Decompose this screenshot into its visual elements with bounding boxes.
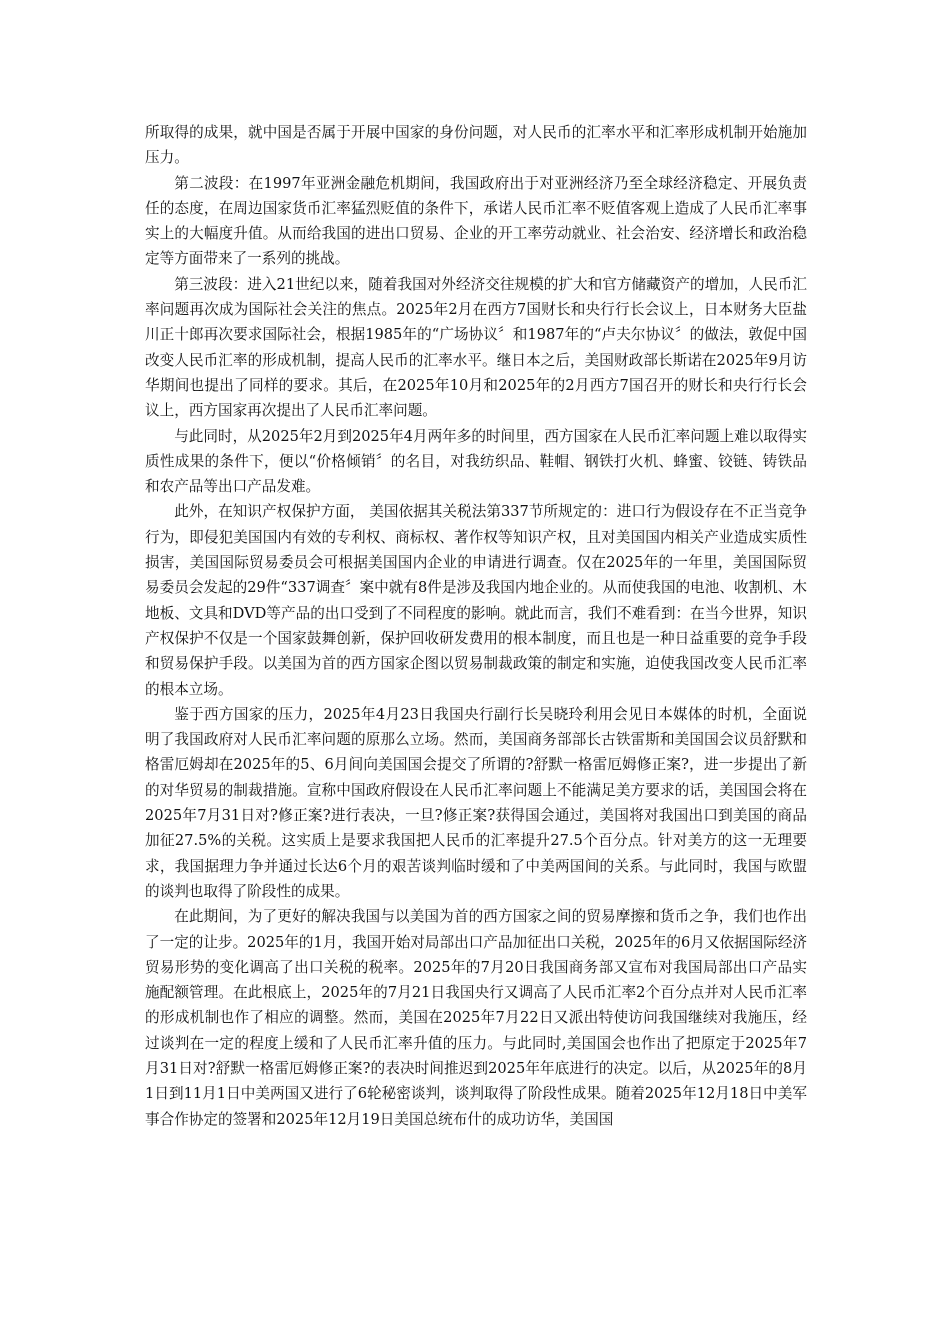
paragraph-third-wave: 第三波段：进入21世纪以来，随着我国对外经济交往规模的扩大和官方储藏资产的增加，人民币汇率问题再次成为国际社会关注的焦点。2025年2月在西方7国财长和央行行长会议上，日本财务大臣盐川正十郎再次要求国际社会，根据1985年的“广场协议〞和1987年的“卢夫尔协议〞的做法，敦促中国改变人民币汇率的形成机制，提高人民币的汇率水平。继日本之后，美国财政部长斯诺在2025年9月访华期间也提出了同样的要求。其后，在2025年10月和2025年的2月西方7国召开的财长和央行行长会议上，西方国家再次提出了人民币汇率问题。 <box>145 275 807 420</box>
paragraph-dumping: 与此同时，从2025年2月到2025年4月两年多的时间里，西方国家在人民币汇率问题上难以取得实质性成果的条件下，便以“价格倾销〞的名目，对我纺织品、鞋帽、钢铁打火机、蜂蜜、铰链、铸铁品和农产品等出口产品发难。 <box>145 427 808 496</box>
paragraph-second-wave: 第二波段：在1997年亚洲金融危机期间，我国政府出于对亚洲经济乃至全球经济稳定、开展负责任的态度，在周边国家货币汇率猛烈贬值的条件下，承诺人民币汇率不贬值客观上造成了人民币汇率事实上的大幅度升值。从而给我国的进出口贸易、企业的开工率劳动就业、社会治安、经济增长和政治稳定等方面带来了一系列的挑战。 <box>145 174 807 268</box>
paragraph-ip-protection: 此外，在知识产权保护方面， 美国依据其关税法第337节所规定的：进口行为假设存在不正当竞争行为，即侵犯美国国内有效的专利权、商标权、著作权等知识产权，且对美国国内相关产业造成实质性损害，美国国际贸易委员会可根据美国国内企业的申请进行调查。仅在2025年的一年里，美国国际贸易委员会发起的29件“337调查〞案中就有8件是涉及我国内地企业的。从而使我国的电池、收割机、木地板、文具和DVD等产品的出口受到了不同程度的影响。就此而言，我们不难看到：在当今世界，知识产权保护不仅是一个国家鼓舞创新，保护回收研发费用的根本制度，而且也是一种日益重要的竞争手段和贸易保护手段。以美国为首的西方国家企图以贸易制裁政策的制定和实施，迫使我国改变人民币汇率的根本立场。 <box>145 503 807 698</box>
paragraph-continuation: 所取得的成果，就中国是否属于开展中国家的身份问题，对人民币的汇率水平和汇率形成机制开始施加压力。 <box>145 124 807 167</box>
paragraph-concessions: 在此期间，为了更好的解决我国与以美国为首的西方国家之间的贸易摩擦和货币之争，我们也作出了一定的让步。2025年的1月，我国开始对局部出口产品加征出口关税，2025年的6月又依据国际经济贸易形势的变化调高了出口关税的税率。2025年的7月20日我国商务部又宣布对我国局部出口产品实施配额管理。在此根底上，2025年的7月21日我国央行又调高了人民币汇率2个百分点并对人民币汇率的形成机制也作了相应的调整。然而，美国在2025年7月22日又派出特使访问我国继续对我施压，经过谈判在一定的程度上缓和了人民币汇率升值的压力。与此同时,美国国会也作出了把原定于2025年7月31日对?舒默一格雷厄姆修正案?的表决时间推迟到2025年年底进行的决定。以后，从2025年的8月1日到11月1日中美两国又进行了6轮秘密谈判，谈判取得了阶段性成果。随着2025年12月18日中美军事合作协定的签署和2025年12月19日美国总统布什的成功访华，美国国 <box>145 908 808 1128</box>
document-body <box>145 120 807 1132</box>
paragraph-western-pressure: 鉴于西方国家的压力，2025年4月23日我国央行副行长吴晓玲利用会见日本媒体的时机，全面说明了我国政府对人民币汇率问题的原那么立场。然而，美国商务部部长古铁雷斯和美国国会议员舒默和格雷厄姆却在2025年的5、6月间向美国国会提交了所谓的?舒默一格雷厄姆修正案?，进一步提出了新的对华贸易的制裁措施。宣称中国政府假设在人民币汇率问题上不能满足美方要求的话，美国国会将在2025年7月31日对?修正案?进行表决，一旦?修正案?获得国会通过，美国将对我国出口到美国的商品加征27.5%的关税。这实质上是要求我国把人民币的汇率提升27.5个百分点。针对美方的这一无理要求，我国据理力争并通过长达6个月的艰苦谈判临时缓和了中美两国间的关系。与此同时，我国与欧盟的谈判也取得了阶段性的成果。 <box>145 705 807 900</box>
